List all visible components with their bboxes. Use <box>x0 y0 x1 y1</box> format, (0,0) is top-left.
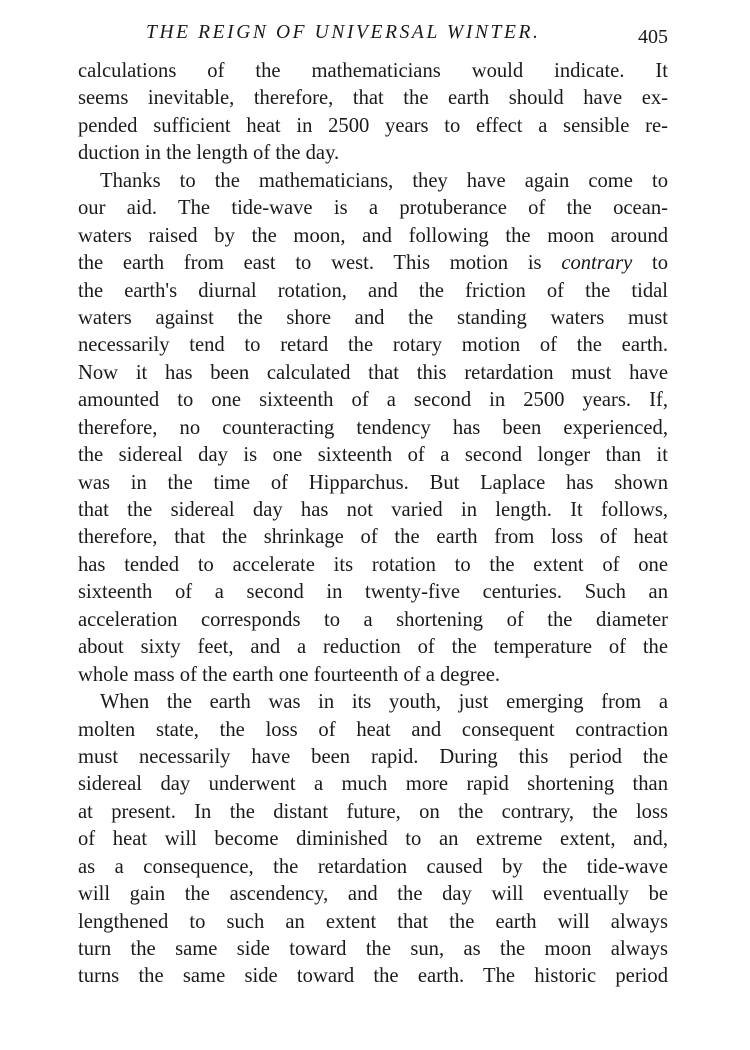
text-line: therefore, that the shrinkage of the earth from loss of heat <box>78 526 668 549</box>
paragraph-last-line: duction in the length of the day. <box>78 142 340 165</box>
text-line: at present. In the distant future, on the contrary, the loss <box>78 800 668 823</box>
text-line: our aid. The tide-wave is a protuberance of the ocean- <box>78 197 668 220</box>
text-line: Now it has been calculated that this retardation must have <box>78 361 668 384</box>
text-line: necessarily tend to retard the rotary motion of the earth. <box>78 334 668 357</box>
text-line: was in the time of Hipparchus. But Laplace has shown <box>78 471 668 494</box>
paragraph-last-line: whole mass of the earth one fourteenth of a degree. <box>78 663 501 686</box>
text-line: has tended to accelerate its rotation to the extent of one <box>78 553 668 576</box>
text-line: molten state, the loss of heat and consequent contraction <box>78 718 668 741</box>
text-line: lengthened to such an extent that the earth will always <box>78 910 668 933</box>
running-title: THE REIGN OF UNIVERSAL WINTER. <box>146 22 541 43</box>
text-line: therefore, no counteracting tendency has been experienced, <box>78 416 668 439</box>
text-line: turns the same side toward the earth. The historic period <box>78 965 668 988</box>
paragraph-first-line: Thanks to the mathematicians, they have again come to <box>100 169 668 192</box>
text-line: acceleration corresponds to a shortening of the diameter <box>78 608 668 631</box>
text-line: as a consequence, the retardation caused by the tide-wave <box>78 855 668 878</box>
paragraph-first-line: When the earth was in its youth, just emerging from a <box>100 691 668 714</box>
text-line: waters against the shore and the standing waters must <box>78 306 668 329</box>
text-line: sixteenth of a second in twenty-five centuries. Such an <box>78 581 668 604</box>
text-line <box>78 250 668 277</box>
text-line: calculations of the mathematicians would indicate. It <box>78 60 668 82</box>
text-line: sidereal day underwent a much more rapid shortening than <box>78 773 668 796</box>
text-line: amounted to one sixteenth of a second in 2500 years. If, <box>78 389 668 412</box>
line-segment: to <box>632 252 668 275</box>
text-line: the earth's diurnal rotation, and the friction of the tidal <box>78 279 668 302</box>
text-line: must necessarily have been rapid. During this period the <box>78 745 668 768</box>
text-line: the sidereal day is one sixteenth of a second longer than it <box>78 444 668 467</box>
text-line: will gain the ascendency, and the day will eventually be <box>78 883 668 906</box>
text-line: pended sufficient heat in 2500 years to effect a sensible re- <box>78 114 668 137</box>
page-number: 405 <box>638 26 668 48</box>
text-line: turn the same side toward the sun, as the moon always <box>78 938 668 960</box>
text-line: waters raised by the moon, and following the moon around <box>78 224 668 247</box>
text-line: seems inevitable, therefore, that the earth should have ex- <box>78 87 668 110</box>
text-line: of heat will become diminished to an extreme extent, and, <box>78 828 668 851</box>
body-text <box>78 58 668 991</box>
line-segment: the earth from east to west. This motion is <box>78 252 562 275</box>
text-line: that the sidereal day has not varied in length. It follows, <box>78 499 668 521</box>
italic-word: contrary <box>561 252 633 275</box>
text-line: about sixty feet, and a reduction of the temperature of the <box>78 636 668 659</box>
running-head <box>78 20 668 50</box>
